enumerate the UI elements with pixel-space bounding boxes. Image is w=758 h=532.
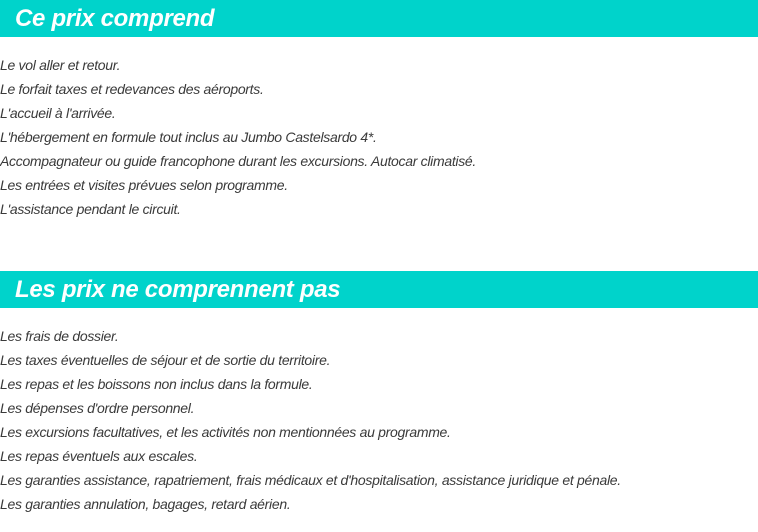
included-items-list	[0, 53, 476, 221]
excluded-item: Les repas éventuels aux escales.	[0, 448, 198, 464]
excluded-items-list	[0, 324, 621, 516]
included-item: L'hébergement en formule tout inclus au Jumbo Castelsardo 4*.	[0, 129, 377, 145]
included-item: Accompagnateur ou guide francophone durant les excursions. Autocar climatisé.	[0, 153, 476, 169]
included-item: L'assistance pendant le circuit.	[0, 201, 181, 217]
excluded-section-header	[0, 271, 758, 308]
included-item: Le vol aller et retour.	[0, 57, 121, 73]
included-item: Les entrées et visites prévues selon programme.	[0, 177, 288, 193]
included-section-title: Ce prix comprend	[15, 5, 215, 32]
excluded-item: Les excursions facultatives, et les activités non mentionnées au programme.	[0, 424, 451, 440]
excluded-item: Les repas et les boissons non inclus dans la formule.	[0, 376, 313, 392]
included-item: Le forfait taxes et redevances des aéroports.	[0, 81, 264, 97]
excluded-item: Les garanties annulation, bagages, retard aérien.	[0, 496, 291, 512]
excluded-section-title: Les prix ne comprennent pas	[15, 276, 341, 303]
excluded-item: Les garanties assistance, rapatriement, frais médicaux et d'hospitalisation, assistance juridique et pénale.	[0, 472, 621, 488]
excluded-item: Les taxes éventuelles de séjour et de sortie du territoire.	[0, 352, 331, 368]
included-item: L'accueil à l'arrivée.	[0, 105, 116, 121]
excluded-item: Les dépenses d'ordre personnel.	[0, 400, 195, 416]
included-section-header	[0, 0, 758, 37]
excluded-item: Les frais de dossier.	[0, 328, 119, 344]
